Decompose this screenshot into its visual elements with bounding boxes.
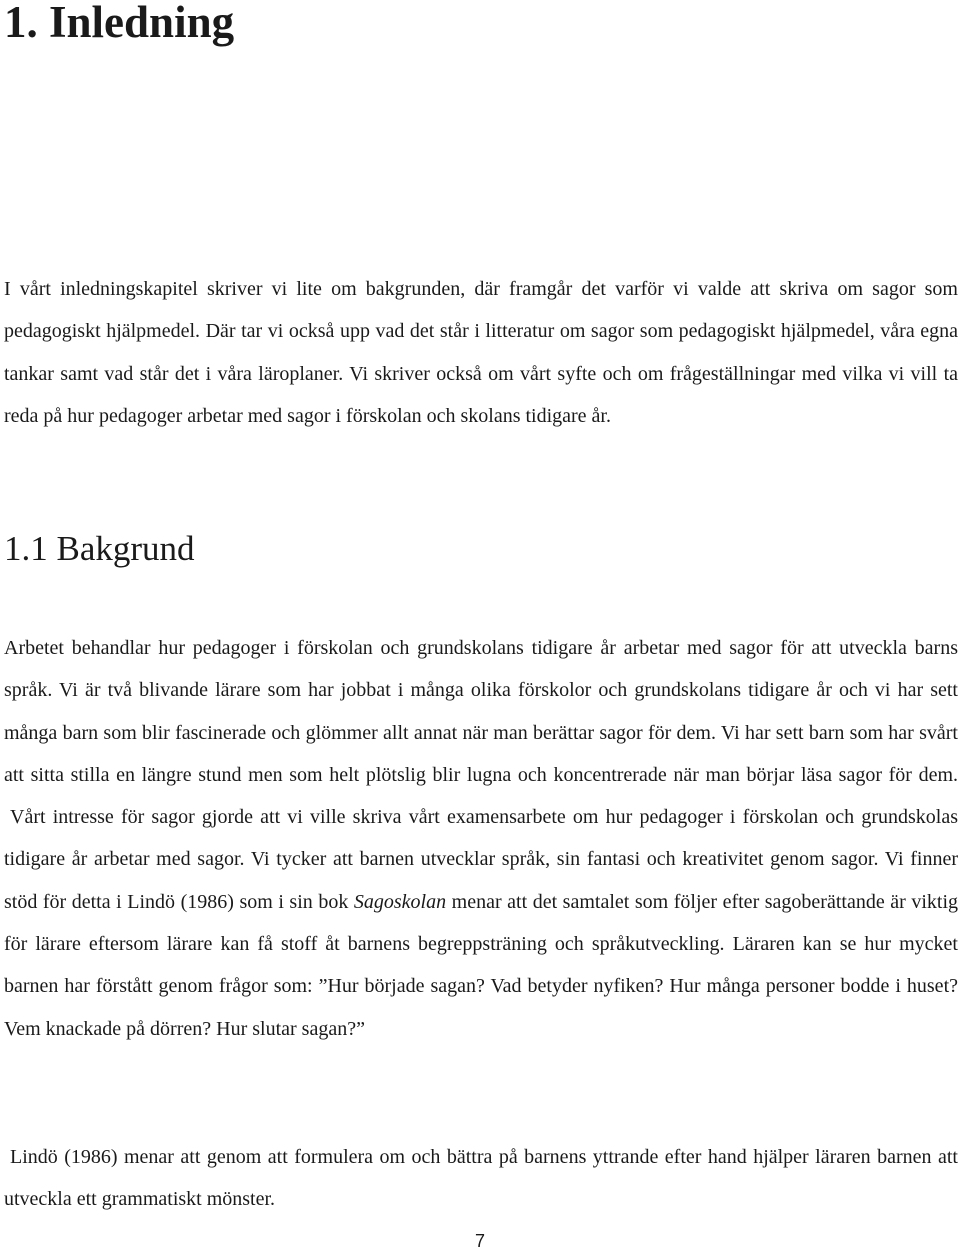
chapter-heading: 1. Inledning (4, 0, 235, 47)
intro-paragraph: I vårt inledningskapitel skriver vi lite om bakgrunden, där framgår det varför vi valde att skriva om sagor som pedagogiskt hjälpmedel. Där tar vi också upp vad det står i litteratur om sagor som pedagogiskt hjälpmedel, våra egna tankar samt vad står det i våra läroplaner. Vi skriver också om vårt syfte och om frågeställningar med vilka vi vill ta reda på hur pedagoger arbetar med sagor i förskolan och skolans tidigare år. (4, 278, 958, 427)
background-text-part3: menar att det samtalet som följer efter sagoberättande är viktig för lärare eftersom lärare kan få stoff åt barnens begreppsträning och språkutveckling. Läraren kan se hur mycket barnen har förstått genom frågor som: ”Hur började sagan? Vad betyder nyfiken? Hur många personer bodde i huset? Vem knackade på dörren? Hur slutar sagan?” (4, 890, 959, 1040)
final-paragraph-text: Lindö (1986) menar att genom att formulera om och bättra på barnens yttrande efter hand hjälper läraren barnen att utveckla ett grammatiskt mönster. (4, 1146, 958, 1210)
final-paragraph (4, 1136, 958, 1220)
page-number: 7 (474, 1231, 485, 1251)
background-paragraph (4, 627, 958, 1050)
section-heading: 1.1 Bakgrund (4, 529, 195, 568)
background-text-part1: Arbetet behandlar hur pedagoger i förskolan och grundskolans tidigare år arbetar med sagor för att utveckla barns språk. Vi är två blivande lärare som har jobbat i många olika förskolor och grundskolans tidigare år och vi har sett många barn som blir fascinerade och glömmer allt annat när man berättar sagor för dem. Vi har sett barn som har svårt att sitta stilla en längre stund men som helt plötslig blir lugna och koncentrerade när man börjar läsa sagor för dem. (4, 637, 958, 786)
background-text-part2: Vårt intresse för sagor gjorde att vi ville skriva vårt examensarbete om hur pedagoger i förskolan och grundskolas tidigare år arbetar med sagor. Vi tycker att barnen utvecklar språk, sin fantasi och kreativitet genom sagor. Vi finner stöd för detta i Lindö (1986) som i sin bok (4, 806, 958, 913)
book-title: Sagoskolan (353, 890, 447, 913)
